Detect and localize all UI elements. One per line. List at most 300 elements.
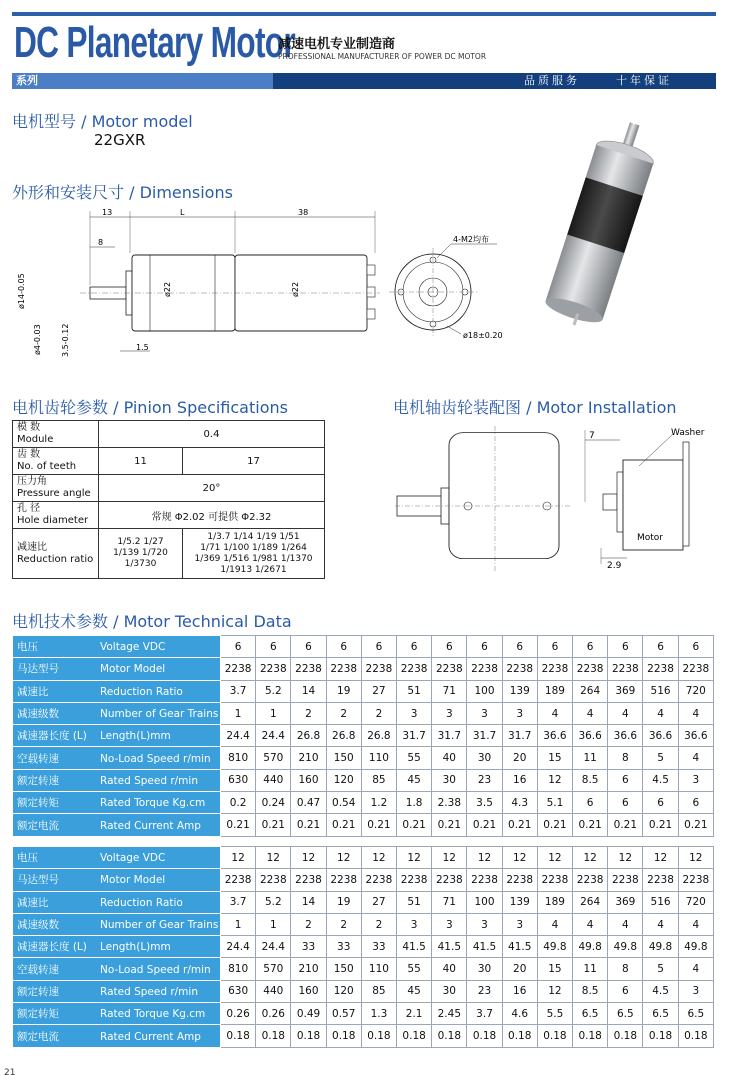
tech-cell: 20 — [502, 958, 537, 980]
tech-cell: 150 — [326, 747, 361, 769]
tech-row — [13, 725, 714, 747]
tech-label-en: Voltage VDC — [100, 641, 166, 654]
tech-cell: 6.5 — [608, 1003, 643, 1025]
tech-cell: 2 — [361, 913, 396, 935]
tech-label-cn: 额定转矩 — [17, 1008, 59, 1021]
tech-row-label — [13, 869, 221, 891]
tech-label-en: Number of Gear Trains — [100, 919, 219, 932]
tech-row — [13, 680, 714, 702]
tech-cell: 14 — [291, 891, 326, 913]
tech-cell: 12 — [678, 847, 713, 869]
tech-cell: 6 — [502, 636, 537, 658]
tech-cell: 11 — [573, 747, 608, 769]
dim-label-d4: ø4-0.03 — [33, 324, 42, 355]
tech-cell: 120 — [326, 980, 361, 1002]
pinion-value: 0.4 — [99, 421, 325, 448]
tech-cell: 210 — [291, 747, 326, 769]
tech-cell: 16 — [502, 769, 537, 791]
tech-label-en: Rated Current Amp — [100, 1030, 201, 1043]
tech-cell: 0.47 — [291, 792, 326, 814]
tech-label-cn: 马达型号 — [17, 874, 59, 887]
installation-drawing — [395, 422, 715, 572]
tech-cell: 4 — [608, 702, 643, 724]
tech-cell: 2238 — [256, 658, 291, 680]
tech-cell: 12 — [221, 847, 256, 869]
dim-label-d18: ø18±0.20 — [463, 331, 503, 340]
tech-cell: 2238 — [432, 869, 467, 891]
tech-cell: 0.18 — [432, 1025, 467, 1047]
tech-cell: 110 — [361, 747, 396, 769]
tech-label-en: Rated Speed r/min — [100, 985, 198, 998]
tech-cell: 2238 — [537, 869, 572, 891]
tech-row — [13, 636, 714, 658]
tech-cell: 5.2 — [256, 891, 291, 913]
pinion-value: 20° — [99, 475, 325, 502]
tech-cell: 6 — [291, 636, 326, 658]
tech-cell: 23 — [467, 980, 502, 1002]
tech-cell: 3 — [678, 980, 713, 1002]
tech-cell: 189 — [537, 680, 572, 702]
tech-row-label — [13, 747, 221, 769]
pinion-row-pressure — [13, 475, 325, 502]
tech-cell: 4 — [678, 958, 713, 980]
tech-cell: 33 — [326, 936, 361, 958]
tech-cell: 36.6 — [608, 725, 643, 747]
tech-cell: 16 — [502, 980, 537, 1002]
slogan-quality: 品质服务 — [524, 74, 580, 87]
tech-cell: 4 — [608, 913, 643, 935]
tech-row-label — [13, 1025, 221, 1047]
tech-cell: 6 — [326, 636, 361, 658]
tech-label-en: Rated Torque Kg.cm — [100, 797, 206, 810]
tech-cell: 19 — [326, 680, 361, 702]
tech-cell: 3 — [432, 913, 467, 935]
tech-cell: 2238 — [502, 869, 537, 891]
tech-cell: 36.6 — [573, 725, 608, 747]
tech-cell: 12 — [432, 847, 467, 869]
tech-cell: 630 — [221, 769, 256, 791]
tech-cell: 210 — [291, 958, 326, 980]
pinion-row-hole — [13, 502, 325, 529]
tech-cell: 49.8 — [537, 936, 572, 958]
dim-label-d14: ø14-0.05 — [17, 273, 26, 309]
tech-cell: 516 — [643, 891, 678, 913]
tech-cell: 2238 — [608, 869, 643, 891]
tech-cell: 85 — [361, 980, 396, 1002]
tech-cell: 2238 — [361, 658, 396, 680]
tech-row-label — [13, 958, 221, 980]
tech-cell: 0.21 — [467, 814, 502, 836]
tech-cell: 2238 — [432, 658, 467, 680]
tech-row-label — [13, 658, 221, 680]
tech-cell: 150 — [326, 958, 361, 980]
tech-cell: 5.1 — [537, 792, 572, 814]
tech-cell: 23 — [467, 769, 502, 791]
tech-cell: 264 — [573, 680, 608, 702]
tech-cell: 6 — [573, 792, 608, 814]
dim-label-8: 8 — [98, 238, 104, 247]
tech-cell: 0.18 — [537, 1025, 572, 1047]
tech-cell: 3 — [502, 702, 537, 724]
tech-cell: 6 — [361, 636, 396, 658]
header-top-rule — [12, 12, 716, 16]
tech-cell: 24.4 — [221, 725, 256, 747]
tech-cell: 0.18 — [361, 1025, 396, 1047]
tech-cell: 3 — [467, 702, 502, 724]
pinion-row-module — [13, 421, 325, 448]
tech-row — [13, 847, 714, 869]
tech-row-label — [13, 980, 221, 1002]
pinion-label: 压力角 Pressure angle — [13, 475, 99, 502]
dim-label-38: 38 — [298, 208, 309, 217]
tech-cell: 5.2 — [256, 680, 291, 702]
tech-row — [13, 958, 714, 980]
tech-cell: 0.21 — [643, 814, 678, 836]
dim-label-1-5: 1.5 — [136, 343, 149, 352]
tech-cell: 40 — [432, 747, 467, 769]
tech-row — [13, 1003, 714, 1025]
tech-cell: 26.8 — [361, 725, 396, 747]
tech-cell: 36.6 — [678, 725, 713, 747]
tech-cell: 2238 — [361, 869, 396, 891]
tech-cell: 6 — [397, 636, 432, 658]
tech-cell: 160 — [291, 980, 326, 1002]
pinion-value: 17 — [183, 448, 325, 475]
tech-cell: 0.21 — [256, 814, 291, 836]
tech-cell: 12 — [291, 847, 326, 869]
dim-label-d22-motor: ø22 — [291, 281, 300, 297]
motor-model-title: 电机型号 / Motor model — [12, 112, 193, 131]
tech-cell: 71 — [432, 680, 467, 702]
tech-cell: 5 — [643, 958, 678, 980]
tech-cell: 45 — [397, 769, 432, 791]
tech-row — [13, 814, 714, 836]
tech-cell: 1.8 — [397, 792, 432, 814]
tech-cell: 2.38 — [432, 792, 467, 814]
tech-cell: 6 — [467, 636, 502, 658]
tech-row — [13, 869, 714, 891]
pinion-value: 11 — [99, 448, 183, 475]
tech-cell: 6 — [537, 636, 572, 658]
tech-cell: 4 — [573, 913, 608, 935]
tech-label-en: Rated Speed r/min — [100, 774, 198, 787]
tech-cell: 6 — [608, 636, 643, 658]
series-label: 系列 — [12, 73, 273, 89]
tech-cell: 8.5 — [573, 980, 608, 1002]
pinion-label: 孔 径 Hole diameter — [13, 502, 99, 529]
tech-cell: 0.24 — [256, 792, 291, 814]
tech-row — [13, 658, 714, 680]
tech-row-label — [13, 891, 221, 913]
tech-cell: 160 — [291, 769, 326, 791]
tech-cell: 0.21 — [502, 814, 537, 836]
tech-cell: 3 — [467, 913, 502, 935]
tech-cell: 8 — [608, 747, 643, 769]
tech-cell: 2238 — [502, 658, 537, 680]
tech-cell: 2 — [291, 913, 326, 935]
tech-table-6v — [12, 635, 714, 837]
tech-cell: 100 — [467, 891, 502, 913]
tech-cell: 4.6 — [502, 1003, 537, 1025]
tech-label-cn: 额定转速 — [17, 774, 59, 787]
tech-cell: 810 — [221, 958, 256, 980]
tech-cell: 2 — [326, 702, 361, 724]
tech-cell: 0.21 — [291, 814, 326, 836]
tech-row — [13, 1025, 714, 1047]
tech-cell: 4 — [537, 913, 572, 935]
pinion-value: 1/5.2 1/27 1/139 1/720 1/3730 — [99, 529, 183, 579]
tech-cell: 19 — [326, 891, 361, 913]
tech-cell: 440 — [256, 980, 291, 1002]
dimensions-title: 外形和安装尺寸 / Dimensions — [12, 183, 233, 202]
tech-cell: 0.21 — [221, 814, 256, 836]
tech-cell: 2238 — [256, 869, 291, 891]
tech-cell: 1 — [221, 702, 256, 724]
tech-row — [13, 792, 714, 814]
tech-label-en: No-Load Speed r/min — [100, 963, 211, 976]
tech-cell: 570 — [256, 747, 291, 769]
tech-label-en: Rated Torque Kg.cm — [100, 1008, 206, 1021]
tech-cell: 3 — [397, 702, 432, 724]
tech-cell: 6.5 — [643, 1003, 678, 1025]
tech-cell: 3 — [678, 769, 713, 791]
tech-cell: 55 — [397, 958, 432, 980]
tech-label-cn: 电压 — [17, 641, 38, 654]
tech-label-cn: 马达型号 — [17, 663, 59, 676]
tech-cell: 189 — [537, 891, 572, 913]
tech-cell: 4.5 — [643, 769, 678, 791]
tech-cell: 31.7 — [502, 725, 537, 747]
tech-cell: 0.21 — [608, 814, 643, 836]
tech-label-cn: 减速比 — [17, 896, 49, 909]
tech-cell: 12 — [467, 847, 502, 869]
tech-cell: 3.7 — [221, 891, 256, 913]
tech-cell: 24.4 — [256, 725, 291, 747]
tech-cell: 12 — [537, 769, 572, 791]
tech-cell: 0.21 — [432, 814, 467, 836]
tech-label-cn: 额定电流 — [17, 1030, 59, 1043]
tech-cell: 0.21 — [573, 814, 608, 836]
tech-cell: 1 — [221, 913, 256, 935]
tech-cell: 12 — [573, 847, 608, 869]
tech-cell: 6 — [256, 636, 291, 658]
tech-cell: 2 — [326, 913, 361, 935]
tech-cell: 120 — [326, 769, 361, 791]
tech-cell: 2238 — [397, 658, 432, 680]
pinion-label: 减速比 Reduction ratio — [13, 529, 99, 579]
tech-row — [13, 747, 714, 769]
tech-label-en: Length(L)mm — [100, 941, 171, 954]
tech-cell: 2238 — [643, 869, 678, 891]
tech-cell: 2238 — [537, 658, 572, 680]
tech-row-label — [13, 636, 221, 658]
tech-cell: 4 — [643, 702, 678, 724]
tech-cell: 139 — [502, 680, 537, 702]
tech-cell: 12 — [502, 847, 537, 869]
tech-cell: 0.26 — [256, 1003, 291, 1025]
tech-cell: 0.21 — [397, 814, 432, 836]
tech-cell: 369 — [608, 891, 643, 913]
tech-label-cn: 减速级数 — [17, 708, 59, 721]
pinion-row-ratio — [13, 529, 325, 579]
tech-cell: 0.57 — [326, 1003, 361, 1025]
pinion-table — [12, 420, 325, 579]
tech-label-cn: 空载转速 — [17, 963, 59, 976]
tech-cell: 3.7 — [221, 680, 256, 702]
tech-label-cn: 减速级数 — [17, 919, 59, 932]
tech-cell: 4 — [678, 913, 713, 935]
tech-cell: 516 — [643, 680, 678, 702]
tech-label-en: Reduction Ratio — [100, 896, 183, 909]
dim-label-3-5: 3.5-0.12 — [61, 323, 70, 357]
tech-cell: 12 — [256, 847, 291, 869]
tech-cell: 31.7 — [467, 725, 502, 747]
tech-cell: 4 — [643, 913, 678, 935]
tech-cell: 40 — [432, 958, 467, 980]
tech-row-label — [13, 769, 221, 791]
tech-cell: 24.4 — [256, 936, 291, 958]
tech-cell: 2238 — [573, 658, 608, 680]
tech-cell: 8.5 — [573, 769, 608, 791]
tech-cell: 2.45 — [432, 1003, 467, 1025]
tech-cell: 0.54 — [326, 792, 361, 814]
tech-cell: 2238 — [467, 658, 502, 680]
motor-photo — [535, 118, 715, 348]
tech-cell: 440 — [256, 769, 291, 791]
tech-row-label — [13, 936, 221, 958]
tech-cell: 2238 — [397, 869, 432, 891]
tech-row-label — [13, 814, 221, 836]
tech-cell: 720 — [678, 891, 713, 913]
slogan-warranty: 十年保证 — [616, 74, 672, 87]
tech-cell: 0.2 — [221, 792, 256, 814]
tech-cell: 720 — [678, 680, 713, 702]
dim-label-L: L — [180, 208, 185, 217]
tech-cell: 6 — [608, 769, 643, 791]
install-label-7: 7 — [589, 431, 595, 441]
tech-cell: 0.18 — [467, 1025, 502, 1047]
tech-cell: 36.6 — [537, 725, 572, 747]
tech-cell: 12 — [397, 847, 432, 869]
tech-cell: 3 — [397, 913, 432, 935]
tech-cell: 30 — [432, 769, 467, 791]
slogan-bar — [273, 73, 716, 89]
tech-cell: 0.18 — [608, 1025, 643, 1047]
tech-cell: 0.21 — [326, 814, 361, 836]
tech-cell: 6 — [221, 636, 256, 658]
tech-cell: 55 — [397, 747, 432, 769]
tech-label-cn: 额定转矩 — [17, 797, 59, 810]
tech-cell: 6 — [608, 980, 643, 1002]
pinion-label: 齿 数 No. of teeth — [13, 448, 99, 475]
tech-cell: 6.5 — [573, 1003, 608, 1025]
tech-label-cn: 减速器长度 (L) — [17, 941, 87, 954]
tech-label-cn: 减速器长度 (L) — [17, 730, 87, 743]
tech-cell: 15 — [537, 958, 572, 980]
tech-cell: 12 — [361, 847, 396, 869]
install-label-2-9: 2.9 — [607, 561, 622, 571]
tech-row-label — [13, 702, 221, 724]
tech-cell: 31.7 — [432, 725, 467, 747]
tech-cell: 3.7 — [467, 1003, 502, 1025]
tech-cell: 0.21 — [537, 814, 572, 836]
tech-table-12v — [12, 846, 714, 1048]
tech-cell: 41.5 — [432, 936, 467, 958]
tech-row-label — [13, 680, 221, 702]
tech-cell: 2238 — [221, 658, 256, 680]
tech-cell: 4 — [678, 702, 713, 724]
tech-label-en: No-Load Speed r/min — [100, 752, 211, 765]
tech-cell: 369 — [608, 680, 643, 702]
tech-row — [13, 936, 714, 958]
tech-cell: 49.8 — [573, 936, 608, 958]
tech-label-cn: 减速比 — [17, 685, 49, 698]
tech-cell: 30 — [467, 747, 502, 769]
tech-cell: 41.5 — [397, 936, 432, 958]
install-label-motor: Motor — [637, 533, 664, 543]
tech-cell: 30 — [432, 980, 467, 1002]
tech-cell: 24.4 — [221, 936, 256, 958]
tech-label-en: Rated Current Amp — [100, 819, 201, 832]
tech-cell: 0.21 — [678, 814, 713, 836]
tech-cell: 2238 — [221, 869, 256, 891]
dimension-drawing — [10, 205, 390, 365]
tech-row — [13, 891, 714, 913]
tech-cell: 4 — [678, 747, 713, 769]
tech-cell: 6 — [432, 636, 467, 658]
tech-cell: 71 — [432, 891, 467, 913]
tech-cell: 36.6 — [643, 725, 678, 747]
tech-cell: 0.18 — [502, 1025, 537, 1047]
pinion-label: 模 数 Module — [13, 421, 99, 448]
tech-cell: 45 — [397, 980, 432, 1002]
tech-cell: 0.26 — [221, 1003, 256, 1025]
pinion-row-teeth — [13, 448, 325, 475]
installation-title: 电机轴齿轮装配图 / Motor Installation — [393, 398, 677, 417]
install-label-washer: Washer — [671, 428, 705, 438]
tech-cell: 2.1 — [397, 1003, 432, 1025]
tech-row — [13, 913, 714, 935]
tech-cell: 0.18 — [573, 1025, 608, 1047]
tech-cell: 12 — [643, 847, 678, 869]
front-view-drawing — [385, 222, 525, 352]
tech-cell: 2238 — [678, 869, 713, 891]
tech-cell: 6.5 — [678, 1003, 713, 1025]
tech-cell: 810 — [221, 747, 256, 769]
tech-cell: 14 — [291, 680, 326, 702]
tech-cell: 100 — [467, 680, 502, 702]
tech-cell: 2238 — [326, 658, 361, 680]
tech-cell: 0.18 — [397, 1025, 432, 1047]
tech-cell: 1.3 — [361, 1003, 396, 1025]
tech-cell: 3 — [432, 702, 467, 724]
tech-cell: 49.8 — [608, 936, 643, 958]
tech-cell: 6 — [643, 636, 678, 658]
tech-cell: 6 — [678, 636, 713, 658]
tech-cell: 570 — [256, 958, 291, 980]
tech-cell: 2238 — [608, 658, 643, 680]
tech-cell: 2238 — [643, 658, 678, 680]
tech-label-cn: 电压 — [17, 852, 38, 865]
tech-cell: 3 — [502, 913, 537, 935]
tech-row-label — [13, 725, 221, 747]
tech-cell: 6 — [643, 792, 678, 814]
tech-cell: 8 — [608, 958, 643, 980]
tech-cell: 0.21 — [361, 814, 396, 836]
dim-label-d22-gearbox: ø22 — [163, 281, 172, 297]
tech-cell: 2238 — [573, 869, 608, 891]
tech-row — [13, 980, 714, 1002]
